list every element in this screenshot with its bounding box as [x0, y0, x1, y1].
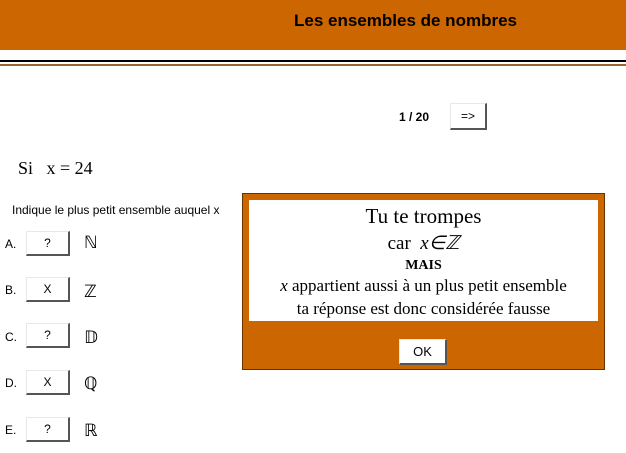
feedback-mais: MAIS	[405, 258, 442, 273]
feedback-message-area	[249, 200, 598, 321]
feedback-reason-expr: x∈ℤ	[420, 233, 460, 254]
option-d-button[interactable]: X	[26, 370, 70, 395]
header-bar	[0, 0, 626, 50]
option-c-button[interactable]: ?	[26, 323, 70, 348]
option-b-letter: B.	[5, 283, 17, 297]
feedback-line-1-text: appartient aussi à un plus petit ensemble	[287, 276, 567, 295]
question-counter: 1 / 20	[399, 110, 430, 124]
option-e-set: ℝ	[84, 421, 98, 441]
ok-button[interactable]: OK	[399, 339, 447, 365]
instruction-text: Indique le plus petit ensemble auquel x	[12, 203, 220, 217]
option-e-button[interactable]: ?	[26, 417, 70, 442]
feedback-line-2: ta réponse est donc considérée fausse	[296, 299, 551, 318]
feedback-line-1	[249, 276, 598, 296]
header-divider	[0, 60, 626, 62]
option-a-letter: A.	[5, 237, 17, 251]
option-c-letter: C.	[5, 330, 17, 344]
option-d-set: ℚ	[84, 374, 98, 394]
next-button[interactable]: =>	[450, 103, 487, 130]
option-b-set: ℤ	[84, 282, 97, 302]
feedback-line-1-var: x	[280, 276, 288, 295]
feedback-title: Tu te trompes	[365, 204, 482, 228]
option-e-letter: E.	[5, 423, 17, 437]
option-b-button[interactable]: X	[26, 277, 70, 302]
page-title: Les ensembles de nombres	[294, 11, 517, 30]
header-divider-secondary	[0, 64, 626, 66]
option-a-button[interactable]: ?	[26, 231, 70, 256]
option-d-letter: D.	[5, 376, 17, 390]
option-c-set: 𝔻	[84, 328, 98, 348]
question-text: Si x = 24	[18, 158, 93, 178]
feedback-dialog	[242, 193, 605, 370]
option-a-set: ℕ	[84, 233, 98, 253]
feedback-reason	[249, 232, 598, 255]
feedback-reason-word: car	[387, 233, 411, 254]
